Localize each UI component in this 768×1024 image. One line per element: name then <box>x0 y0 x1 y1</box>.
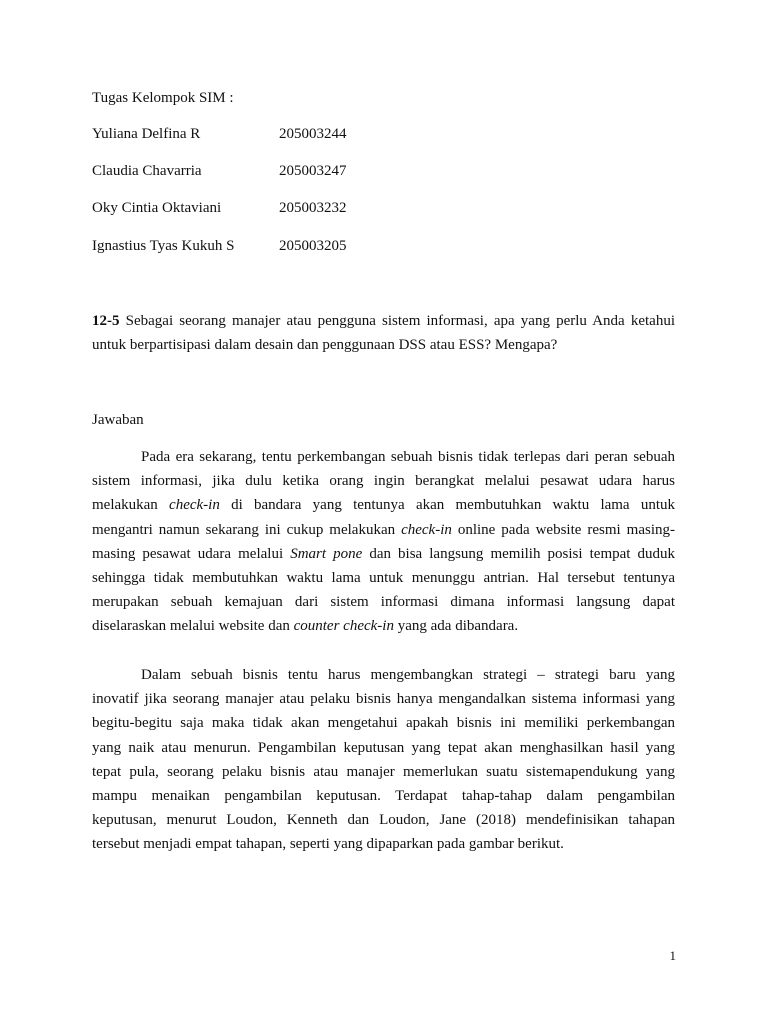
member-nim: 205003247 <box>279 163 347 179</box>
paragraph-line: begitu-begitu saja maka tidak akan mengetahui apakah bisnis ini memiliki perkembangan <box>92 715 675 732</box>
paragraph-line: melakukan check-in di bandara yang tentunya akan membutuhkan waktu lama untuk <box>92 497 675 514</box>
paragraph-line: Pada era sekarang, tentu perkembangan sebuah bisnis tidak terlepas dari peran sebuah <box>141 449 675 465</box>
italic-term: counter check-in <box>293 618 394 635</box>
paragraph-line: keputusan, menurut Loudon, Kenneth dan Loudon, Jane (2018) mendefinisikan tahapan <box>92 812 675 829</box>
paragraph-line: tepat pula, seorang pelaku bisnis atau manajer memerlukan suatu sistemapendukung yang <box>92 763 675 780</box>
member-nim: 205003244 <box>279 126 347 142</box>
paragraph-line: tersebut menjadi empat tahapan, seperti yang dipaparkan pada gambar berikut. <box>92 836 564 853</box>
answer-paragraph-2 <box>92 663 675 857</box>
paragraph-line: Dalam sebuah bisnis tentu harus mengembangkan strategi – strategi baru yang <box>141 667 675 683</box>
paragraph-line: mengantri namun sekarang ini cukup melakukan check-in online pada website resmi masing- <box>92 521 676 538</box>
page-number: 1 <box>669 948 676 963</box>
answer-paragraph-1 <box>92 445 675 639</box>
question-paragraph <box>92 309 675 357</box>
paragraph-line: merupakan sebuah kemajuan dari sistem informasi dimana informasi langsung dapat <box>92 594 675 611</box>
italic-term: check-in <box>401 521 452 538</box>
answer-heading: Jawaban <box>92 412 144 428</box>
member-nim: 205003205 <box>279 238 347 254</box>
paragraph-line: yang naik atau menurun. Pengambilan keputusan yang tepat akan menghasilkan hasil yang <box>92 739 675 756</box>
question-text-line: untuk berpartisipasi dalam desain dan penggunaan DSS atau ESS? Mengapa? <box>92 337 558 354</box>
assignment-title: Tugas Kelompok SIM : <box>92 90 234 106</box>
paragraph-line: inovatif jika seorang manajer atau pelaku bisnis hanya mengandalkan sistema informasi yang <box>92 691 675 708</box>
member-name: Yuliana Delfina R <box>92 126 201 142</box>
italic-term: check-in <box>169 497 220 514</box>
paragraph-line: sistem informasi, jika dulu ketika orang ingin berangkat melalui pesawat udara harus <box>92 473 675 490</box>
paragraph-line: sehingga tidak membutuhkan waktu lama untuk menunggu antrian. Hal tersebut tentunya <box>92 570 675 587</box>
member-name: Claudia Chavarria <box>92 163 202 179</box>
paragraph-line: mampu menaikan pengambilan keputusan. Terdapat tahap-tahap dalam pengambilan <box>92 788 675 805</box>
italic-term: Smart pone <box>290 545 363 562</box>
paragraph-line: masing pesawat udara melalui Smart pone dan bisa langsung memilih posisi tempat duduk <box>92 545 675 562</box>
member-name: Oky Cintia Oktaviani <box>92 200 222 216</box>
member-nim: 205003232 <box>279 200 347 216</box>
question-number: 12-5 <box>92 313 120 329</box>
member-name: Ignastius Tyas Kukuh S <box>92 238 235 254</box>
paragraph-line: diselaraskan melalui website dan counter check-in yang ada dibandara. <box>92 618 519 635</box>
question-text-line: Sebagai seorang manajer atau pengguna sistem informasi, apa yang perlu Anda ketahui <box>119 313 675 329</box>
